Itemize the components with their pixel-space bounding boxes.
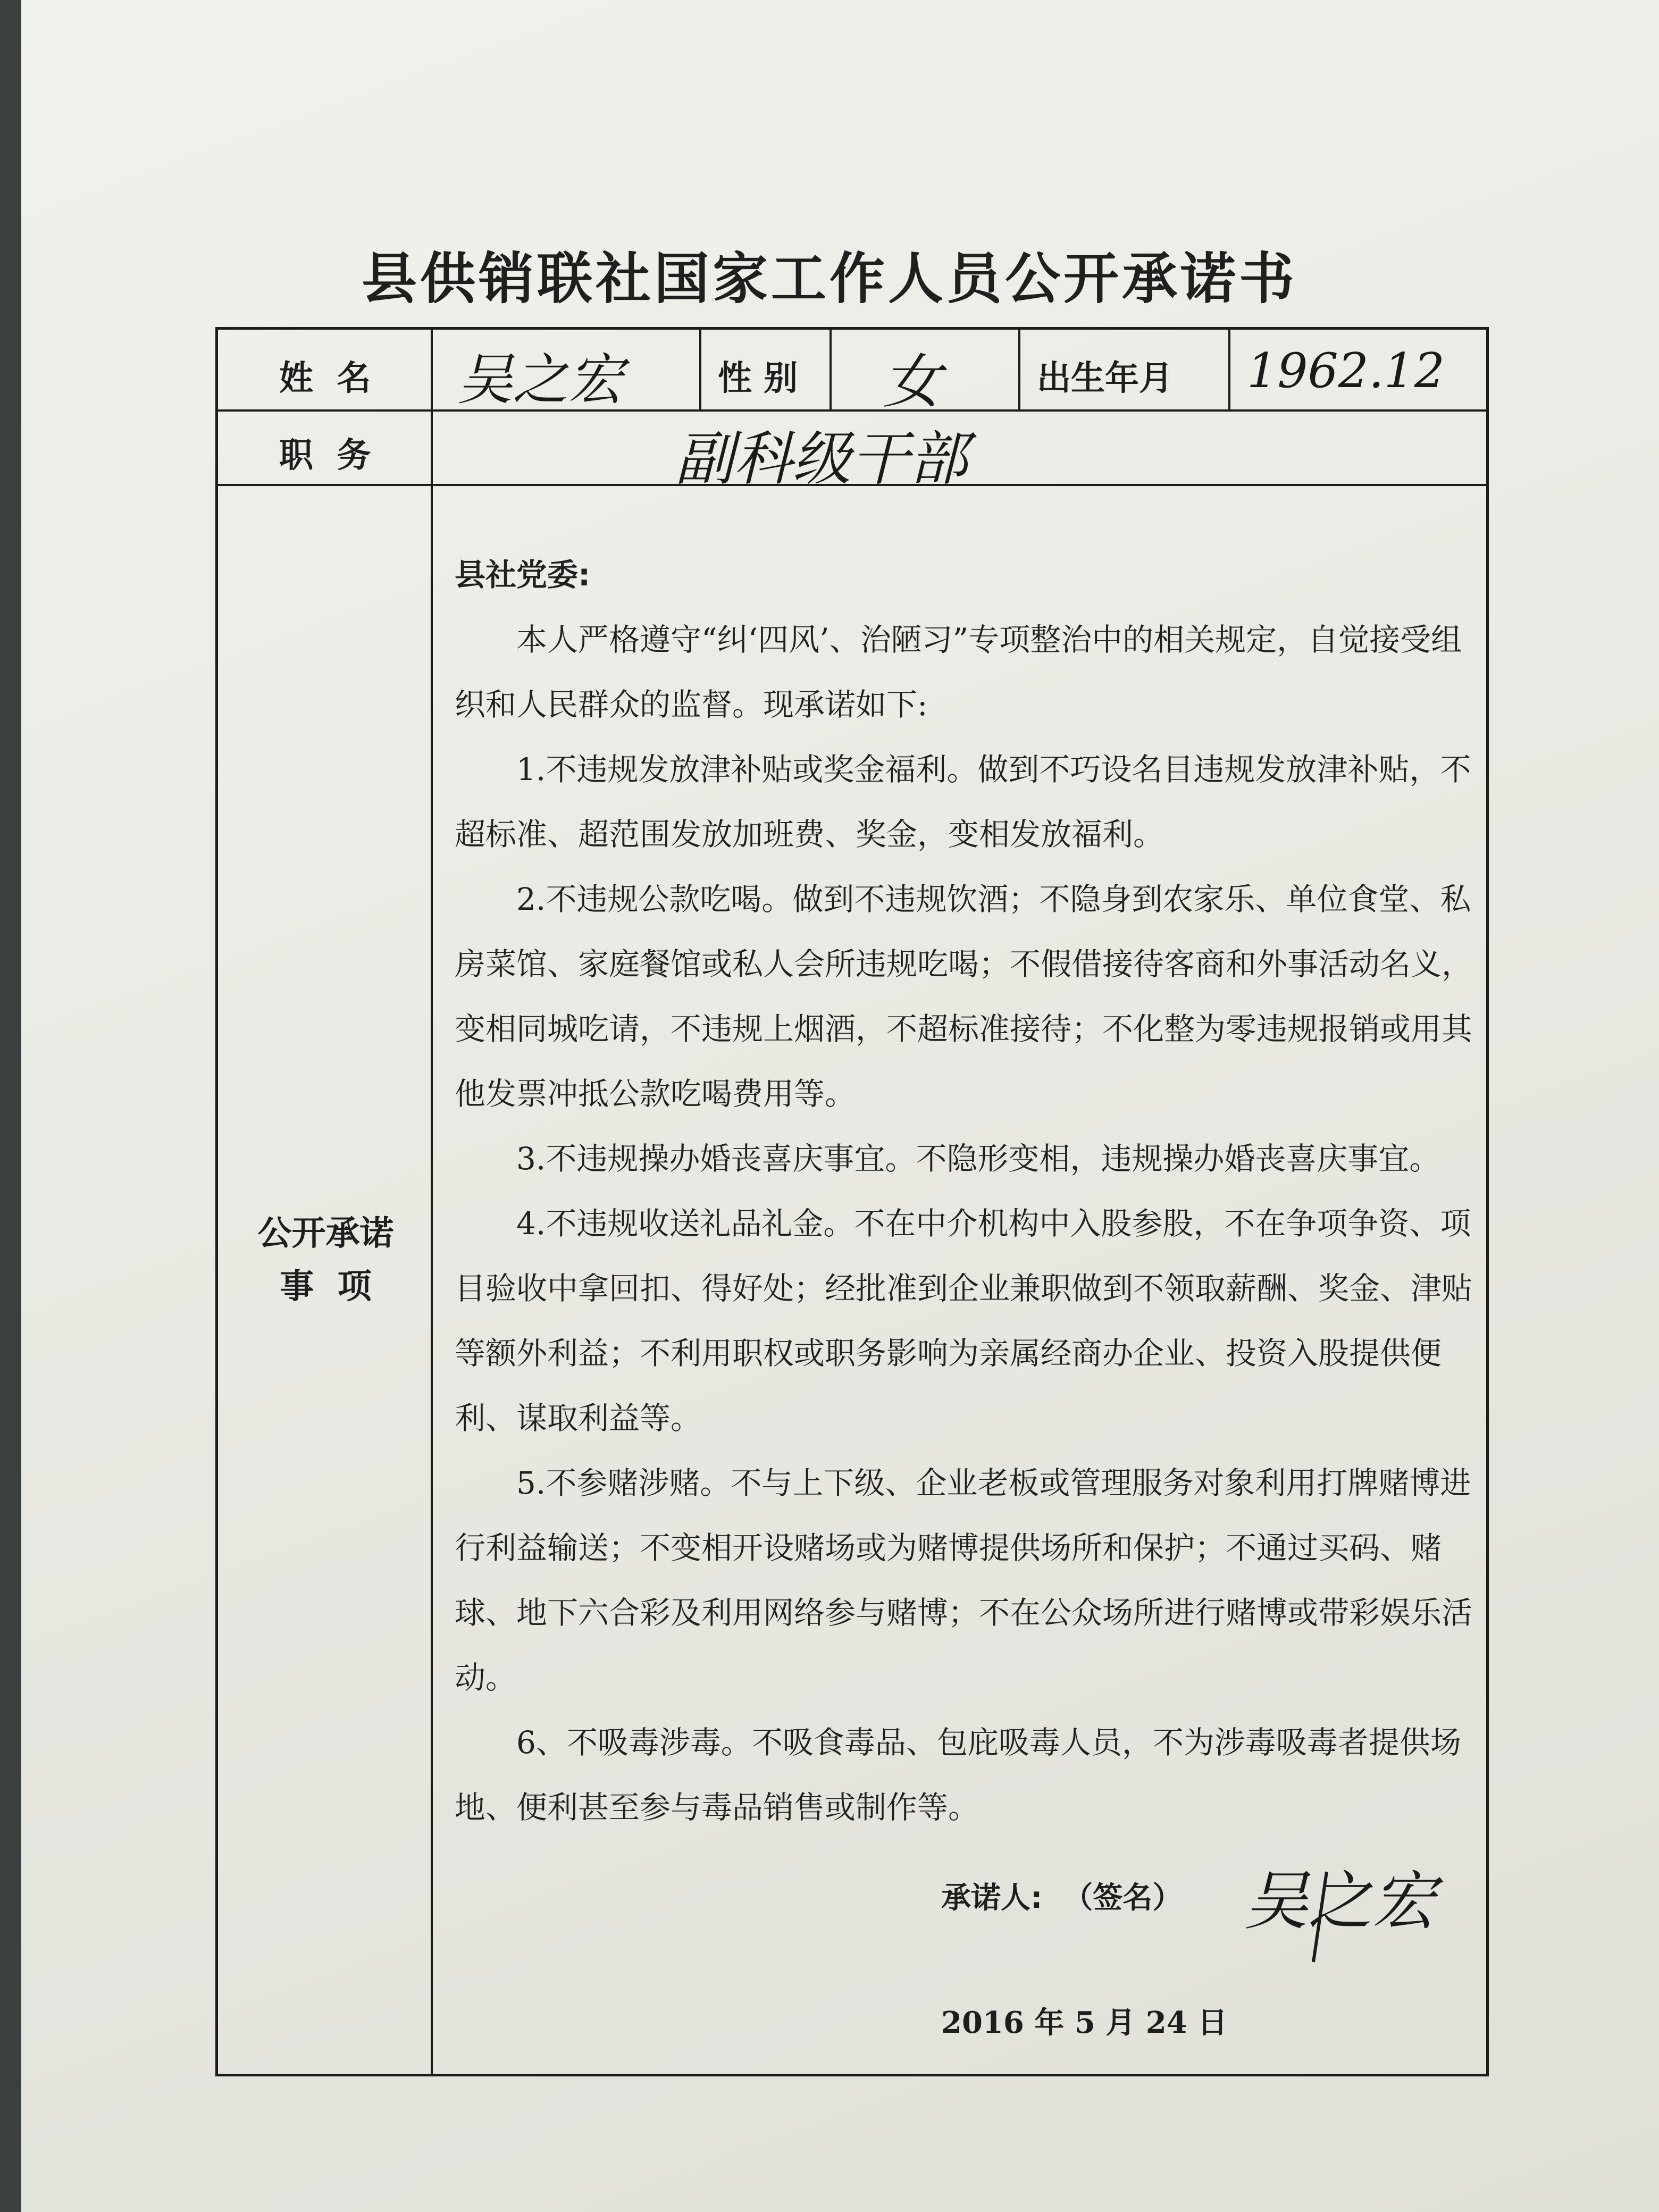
commitment-item-2: 2.不违规公款吃喝。做到不违规饮酒；不隐身到农家乐、单位食堂、私房菜馆、家庭餐馆或私人会所违规吃喝；不假借接待客商和外事活动名义，变相同城吃请，不违规上烟酒，不超标准接待；不化整为零违规报销或用其他发票冲抵公款吃喝费用等。 — [455, 881, 1473, 1112]
signer-label: 承诺人: （签名） — [941, 1881, 1183, 1915]
intro-paragraph: 本人严格遵守“纠‘四风’、治陋习”专项整治中的相关规定，自觉接受组织和人民群众的监督。现承诺如下: — [455, 622, 1462, 723]
name-value: 吴之宏 — [457, 347, 624, 412]
commitment-section-label — [218, 1207, 433, 1313]
column-divider — [1018, 330, 1020, 409]
birth-label: 出生年月 — [1037, 359, 1173, 398]
position-value: 副科级干部 — [675, 425, 968, 493]
name-label: 姓 名 — [279, 359, 371, 398]
signature-stroke — [1234, 1840, 1457, 1967]
commitment-item-5: 5.不参赌涉赌。不与上下级、企业老板或管理服务对象利用打牌赌博进行利益输送；不变相开设赌场或为赌博提供场所和保护；不通过买码、赌球、地下六合彩及利用网络参与赌博；不在公众场所进行赌博或带彩娱乐活动。 — [455, 1465, 1473, 1696]
document-title: 县供销联社国家工作人员公开承诺书 — [361, 246, 1297, 311]
row-divider — [218, 409, 1486, 412]
commitment-item-1: 1.不违规发放津补贴或奖金福利。做到不巧设名目违规发放津补贴，不超标准、超范围发放加班费、奖金，变相发放福利。 — [455, 751, 1471, 852]
column-divider — [699, 330, 701, 409]
section-label-line1: 公开承诺 — [257, 1214, 394, 1253]
commitment-item-6: 6、不吸毒涉毒。不吸食毒品、包庇吸毒人员，不为涉毒吸毒者提供场地、便利甚至参与毒品销售或制作等。 — [455, 1724, 1461, 1825]
commitment-form-table — [215, 327, 1489, 2076]
column-divider — [830, 330, 832, 409]
salutation: 县社党委: — [455, 557, 591, 593]
gender-label: 性 别 — [718, 359, 798, 398]
handwritten-signature: 吴之宏 — [1244, 1865, 1436, 1939]
section-label-line2: 事 项 — [280, 1267, 372, 1306]
column-divider — [1228, 330, 1230, 409]
commitment-body — [455, 542, 1481, 1840]
commitment-date: 2016 年 5 月 24 日 — [941, 2005, 1228, 2040]
birth-value: 1962.12 — [1247, 343, 1445, 399]
gender-value: 女 — [883, 348, 941, 416]
commitment-item-4: 4.不违规收送礼品礼金。不在中介机构中入股参股，不在争项争资、项目验收中拿回扣、得好处；经批准到企业兼职做到不领取薪酬、奖金、津贴等额外利益；不利用职权或职务影响为亲属经商办企业、投资入股提供便利、谋取利益等。 — [455, 1205, 1473, 1436]
position-label: 职 务 — [279, 436, 371, 475]
column-divider — [431, 330, 433, 2076]
commitment-item-3: 3.不违规操办婚丧喜庆事宜。不隐形变相，违规操办婚丧喜庆事宜。 — [516, 1141, 1440, 1177]
